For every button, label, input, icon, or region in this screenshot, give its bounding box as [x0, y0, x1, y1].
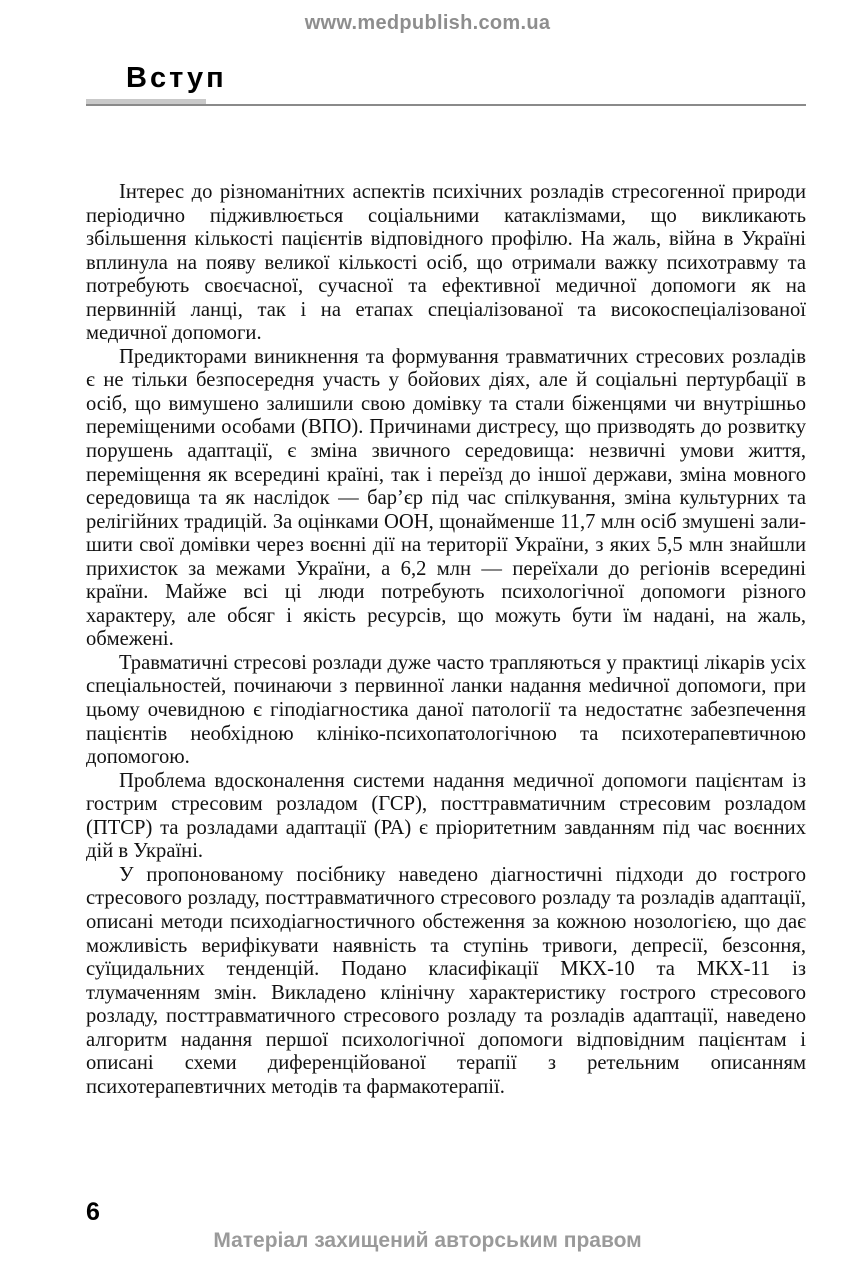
paragraph-2: Предикторами виникнення та формування травматичних стресових розладів є не тільки безпосередня участь у бойових діях, але й соціальні пертурбації в осіб, що вимушено залишили свою домівку та стали біженцями чи внутрішньо переміщеними особами (ВПО). Причинами дистресу, що призводять до розвитку порушень адаптації, є зміна звичного середовища: незвичні умови життя, переміщення як всередині країні, так і переїзд до іншої держави, зміна мовного середовища та як наслідок — бар’єр під час спілкування, зміна культурних та релігійних традицій. За оцінками ООН, щонайменше 11,7 млн осіб змушені залишити свої домівки через воєнні дії на території України, з яких 5,5 млн знайшли прихисток за межами України, а 6,2 млн — переїхали до регіонів всередині країни. Майже всі ці люди потребують психологічної допомоги різного характеру, але обсяг і якість ресурсів, що можуть бути їм надані, на жаль, обмежені. [86, 345, 806, 651]
heading-rule [86, 104, 806, 106]
chapter-title: Вступ [126, 62, 227, 94]
paragraph-1: Інтерес до різноманітних аспектів психічних розладів стресогенної природи періодично підживлюється соціальними катаклізмами, що викликають збільшення кількості пацієнтів відповідного профілю. На жаль, війна в Україні вплинула на появу великої кількості осіб, що отримали важку психотравму та потребують своєчасної, сучасної та ефективної медичної допомоги як на первинній ланці, так і на етапах спеціалізованої та високоспеціалізованої медичної допомоги. [86, 181, 806, 345]
page-number: 6 [86, 1198, 100, 1226]
paragraph-4: Проблема вдосконалення системи надання медичної допомоги пацієнтам із гострим стресовим розладом (ГСР), посттравматичним стресовим розладом (ПТСР) та розладами адаптації (РА) є пріоритетним завданням під час воєнних дій в Україні. [86, 769, 806, 863]
paragraph-3: Травматичні стресові розлади дуже часто трапляються у практиці лікарів усіх спеціальностей, починаючи з первинної ланки надання меdичної допомоги, при цьому очевидною є гіподіагностика даної патології та недостатнє забезпечення пацієнтів необхідною клініко-психопатологічною та психотерапевтичною допомогою. [86, 651, 806, 769]
paragraph-5: У пропонованому посібнику наведено діагностичні підходи до гострого стресового розладу, посттравматичного стресового розладу та розладів адаптації, описані методи психодіагностичного обстеження за кожною нозологією, що дає можливість верифікувати наявність та ступінь тривоги, депресії, безсоння, суїцидальних тенденцій. Подано класифікації МКХ-10 та МКХ-11 із тлумаченням змін. Викладено клінічну характеристику гострого стресового розладу, посттравматичного стресового розладу та розладів адаптації, наведено алгоритм надання першої психологічної допомоги відповідним пацієнтам і описані схеми диференційованої терапії з ретельним описанням психотерапевтичних методів та фармакотерапії. [86, 863, 806, 1098]
site-url: www.medpublish.com.ua [304, 12, 551, 34]
copyright-notice: Матеріал захищений авторським правом [213, 1229, 642, 1252]
body-text [86, 181, 806, 1099]
